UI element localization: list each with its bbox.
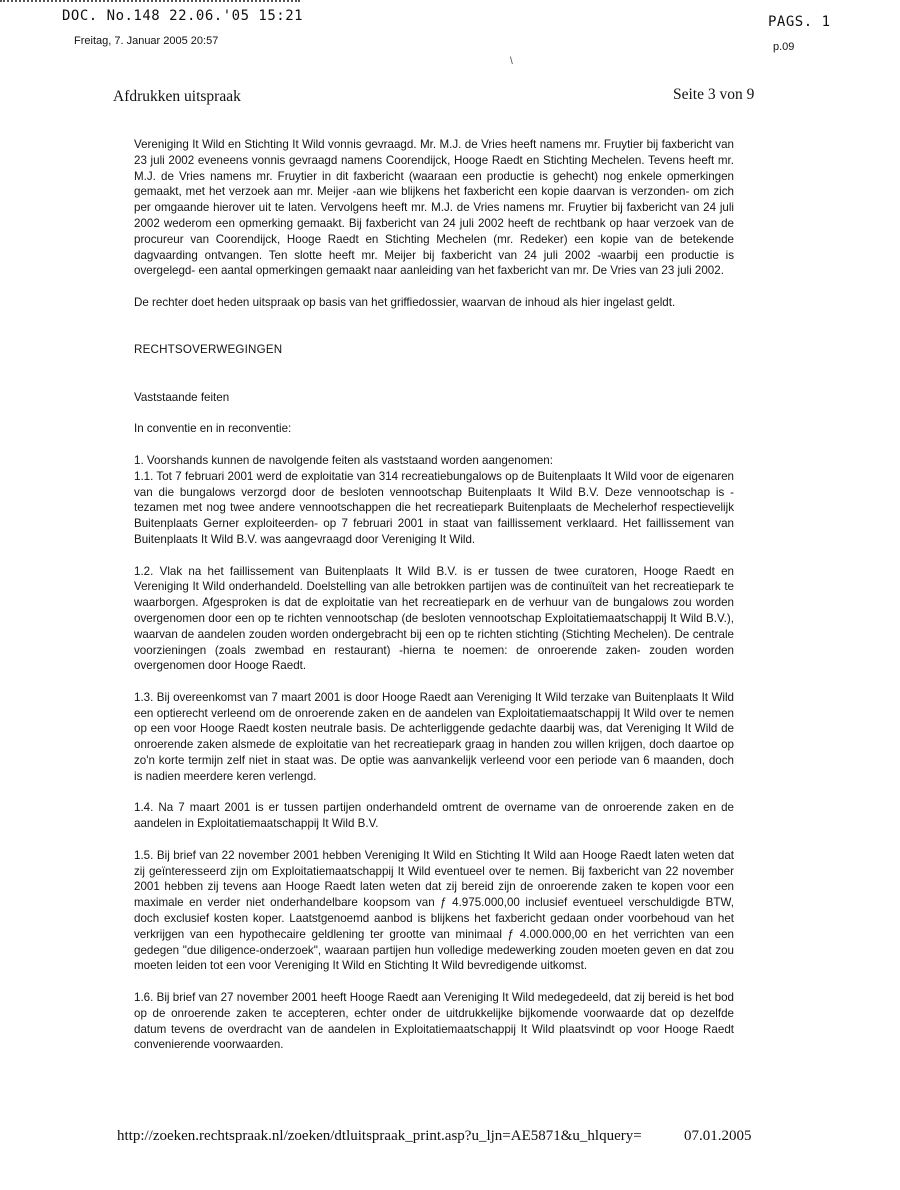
facts-item-1-6: 1.6. Bij brief van 27 november 2001 heeft Hooge Raedt aan Vereniging It Wild medegedeeld, dat zij bereid is het bod op de onroerende zaken te accepteren, echter onder de uitdrukkelijke bijkomende voorwaarde dat op dezelfde datum tevens de overdracht van de aandelen in Exploitatiemaatschappij It Wild plaatsvindt op voor Hooge Raedt convenierende voorwaarden.	[134, 991, 734, 1052]
fax-page-reference: p.09	[773, 41, 795, 53]
facts-item-1-3: 1.3. Bij overeenkomst van 7 maart 2001 is door Hooge Raedt aan Vereniging It Wild terzake van Buitenplaats It Wild een optierecht verleend om de onroerende zaken en de aandelen van Exploitatiemaatschappij It Wild over te nemen op een voor Hooge Raedt kosten neutrale basis. De achterliggende gedachte daarbij was, dat Vereniging It Wild de onroerende zaken alsmede de exploitatie van het recreatiepark graag in handen zou willen krijgen, doch daartoe op zo'n korte termijn zelf niet in staat was. De optie was aanvankelijk verleend voor een periode van 6 maanden, doch is nadien meerdere keren verlengd.	[134, 690, 734, 783]
facts-item-1-2: 1.2. Vlak na het faillissement van Buitenplaats It Wild B.V. is er tussen de twee curatoren, Hooge Raedt en Vereniging It Wild onderhandeld. Doelstelling van alle betrokken partijen was de continuïteit van het recreatiepark te waarborgen. Afgesproken is dat de exploitatie van het recreatiepark en de verhuur van de bungalows zou worden overgenomen door een op te richten vennootschap (de besloten vennootschap Exploitatiemaatschappij It Wild B.V.), waarvan de aandelen zouden worden ondergebracht bij een op te richten stichting (Stichting Mechelen). De centrale voorzieningen (zoals zwembad en restaurant) -hierna te noemen: de onroerende zaken- zouden worden overgenomen door Hooge Raedt.	[134, 564, 734, 673]
facts-item-1-4: 1.4. Na 7 maart 2001 is er tussen partijen onderhandeld omtrent de overname van de onroerende zaken en de aandelen in Exploitatiemaatschappij It Wild B.V.	[134, 801, 734, 831]
footer-print-date: 07.01.2005	[684, 1128, 752, 1144]
paragraph-ruling-basis: De rechter doet heden uitspraak op basis van het griffiedossier, waarvan de inhoud als hier ingelast geldt.	[134, 295, 676, 309]
fax-date-line: Freitag, 7. Januar 2005 20:57	[74, 35, 219, 47]
paragraph-procedure: Vereniging It Wild en Stichting It Wild vonnis gevraagd. Mr. M.J. de Vries heeft namens mr. Fruytier bij faxbericht van 23 juli 2002 eveneens vonnis gevraagd namens Coorendijck, Hooge Raedt en Stichting Mechelen. Tevens heeft mr. M.J. de Vries namens mr. Fruytier in dit faxbericht (waaraan een productie is gehecht) nog enkele opmerkingen gemaakt, met het verzoek aan mr. Meijer -aan wie blijkens het faxbericht een kopie daarvan is verzonden- om zich per omgaande hierover uit te laten. Vervolgens heeft mr. M.J. de Vries namens mr. Fruytier bij faxbericht van 24 juli 2002 wederom een opmerking gemaakt. Bij faxbericht van 24 juli 2002 heeft de rechtbank op haar verzoek van de procureur van Coorendijck, Hooge Raedt en Stichting Mechelen (mr. Redeker) een kopie van de betekende dagvaarding ontvangen. Ten slotte heeft mr. Meijer bij faxbericht van 24 juli 2002 -waarbij een productie is overgelegd- een aantal opmerkingen gemaakt naar aanleiding van het faxbericht van mr. De Vries van 23 juli 2002.	[134, 138, 734, 278]
judgment-text	[134, 137, 734, 1053]
print-title: Afdrukken uitspraak	[113, 88, 241, 105]
heading-vaststaande-feiten: Vaststaande feiten	[134, 390, 230, 404]
fax-dotted-rule	[0, 0, 300, 2]
facts-item-1: 1. Voorshands kunnen de navolgende feiten als vaststaand worden aangenomen:	[134, 453, 553, 467]
facts-item-1-1: 1.1. Tot 7 februari 2001 werd de exploitatie van 314 recreatiebungalows op de Buitenplaats It Wild voor de eigenaren van die bungalows verzorgd door de besloten vennootschap Buitenplaats It Wild B.V. Deze vennootschap is -tezamen met nog twee andere vennootschappen die het recreatiepark Buitenplaats de Mechelerhof respectievelijk Buitenplaats Gerner exploiteerden- op 7 februari 2001 in staat van faillissement verklaard. Het faillissement van Buitenplaats It Wild B.V. was aangevraagd door Vereniging It Wild.	[134, 469, 734, 546]
scan-mark: \	[510, 56, 513, 67]
heading-rechtsoverwegingen: RECHTSOVERWEGINGEN	[134, 343, 283, 357]
facts-item-1-5: 1.5. Bij brief van 22 november 2001 hebben Vereniging It Wild en Stichting It Wild aan Hooge Raedt laten weten dat zij geïnteresseerd zijn om Exploitatiemaatschappij It Wild eventueel over te nemen. Bij faxbericht van 22 november 2001 hebben zij tevens aan Hooge Raedt laten weten dat zij bereid zijn de onroerende zaken te kopen voor een maximale en verder niet onderhandelbare koopsom van ƒ 4.975.000,00 inclusief eventueel verschuldigde BTW, doch exclusief kosten koper. Laatstgenoemd aanbod is blijkens het faxbericht gedaan onder voorbehoud van het verkrijgen van een hypothecaire geldlening ter grootte van minimaal ƒ 4.000.000,00 en het verrichten van een gedegen "due diligence-onderzoek", waaraan partijen hun volledige medewerking zouden moeten geven en dat zou moeten leiden tot een voor Vereniging It Wild en Stichting It Wild bevredigende uitkomst.	[134, 848, 734, 973]
page-indicator: Seite 3 von 9	[673, 86, 755, 103]
footer-url: http://zoeken.rechtspraak.nl/zoeken/dtluitspraak_print.asp?u_ljn=AE5871&u_hlquery=	[117, 1128, 642, 1144]
fax-page-count: PAGS. 1	[768, 14, 831, 30]
fax-transmission-header: DOC. No.148 22.06.'05 15:21	[62, 8, 304, 24]
heading-conventie: In conventie en in reconventie:	[134, 422, 292, 436]
